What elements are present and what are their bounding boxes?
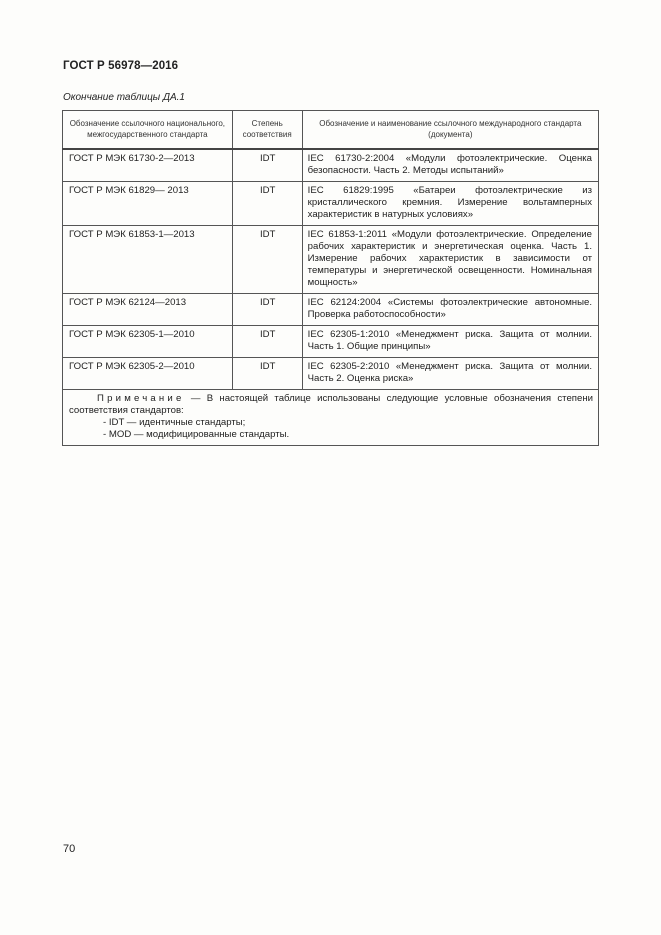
table-row [63, 326, 599, 358]
degree-cell: IDT [232, 326, 302, 358]
degree-cell: IDT [232, 149, 302, 182]
international-standard-cell: IEC 62124:2004 «Системы фотоэлектрические автономные. Проверка работоспособности» [302, 294, 598, 326]
national-standard-cell: ГОСТ Р МЭК 61853-1—2013 [63, 226, 233, 294]
note-text [69, 393, 593, 417]
page-number: 70 [63, 843, 76, 855]
table-row [63, 358, 599, 390]
table-caption: Окончание таблицы ДА.1 [63, 92, 185, 103]
note-label: Примечание [97, 393, 185, 404]
table-note-row [63, 390, 599, 446]
note-dash: — [184, 393, 207, 404]
note-body: В настоящей таблице использованы следующие условные обозначения степени соответствия стандартов: [69, 393, 593, 416]
reference-standards-table [62, 110, 599, 446]
table-header-row [63, 111, 599, 150]
column-header-international: Обозначение и наименование ссылочного международного стандарта (документа) [302, 111, 598, 150]
national-standard-cell: ГОСТ Р МЭК 61829— 2013 [63, 182, 233, 226]
column-header-degree: Степень соответствия [232, 111, 302, 150]
table-row [63, 149, 599, 182]
table-row [63, 226, 599, 294]
table-note [63, 390, 599, 446]
national-standard-cell: ГОСТ Р МЭК 61730-2—2013 [63, 149, 233, 182]
national-standard-cell: ГОСТ Р МЭК 62124—2013 [63, 294, 233, 326]
international-standard-cell: IEC 62305-1:2010 «Менеджмент риска. Защита от молнии. Часть 1. Общие принципы» [302, 326, 598, 358]
note-item-idt: - IDT — идентичные стандарты; [103, 417, 246, 428]
degree-cell: IDT [232, 182, 302, 226]
national-standard-cell: ГОСТ Р МЭК 62305-2—2010 [63, 358, 233, 390]
table-row [63, 182, 599, 226]
degree-cell: IDT [232, 226, 302, 294]
international-standard-cell: IEC 61829:1995 «Батареи фотоэлектрические из кристаллического кремния. Измерение вольтамперных характеристик в натурных условиях» [302, 182, 598, 226]
column-header-national: Обозначение ссылочного национального, межгосударственного стандарта [63, 111, 233, 150]
degree-cell: IDT [232, 358, 302, 390]
degree-cell: IDT [232, 294, 302, 326]
table-row [63, 294, 599, 326]
international-standard-cell: IEC 61853-1:2011 «Модули фотоэлектрические. Определение рабочих характеристик и энергетическая оценка. Часть 1. Измерение рабочих характеристик в зависимости от температуры и энергетической освещенности. Номинальная мощность» [302, 226, 598, 294]
document-header: ГОСТ Р 56978—2016 [63, 60, 179, 72]
national-standard-cell: ГОСТ Р МЭК 62305-1—2010 [63, 326, 233, 358]
international-standard-cell: IEC 61730-2:2004 «Модули фотоэлектрические. Оценка безопасности. Часть 2. Методы испытаний» [302, 149, 598, 182]
international-standard-cell: IEC 62305-2:2010 «Менеджмент риска. Защита от молнии. Часть 2. Оценка риска» [302, 358, 598, 390]
note-item-mod: - MOD — модифицированные стандарты. [103, 429, 290, 440]
